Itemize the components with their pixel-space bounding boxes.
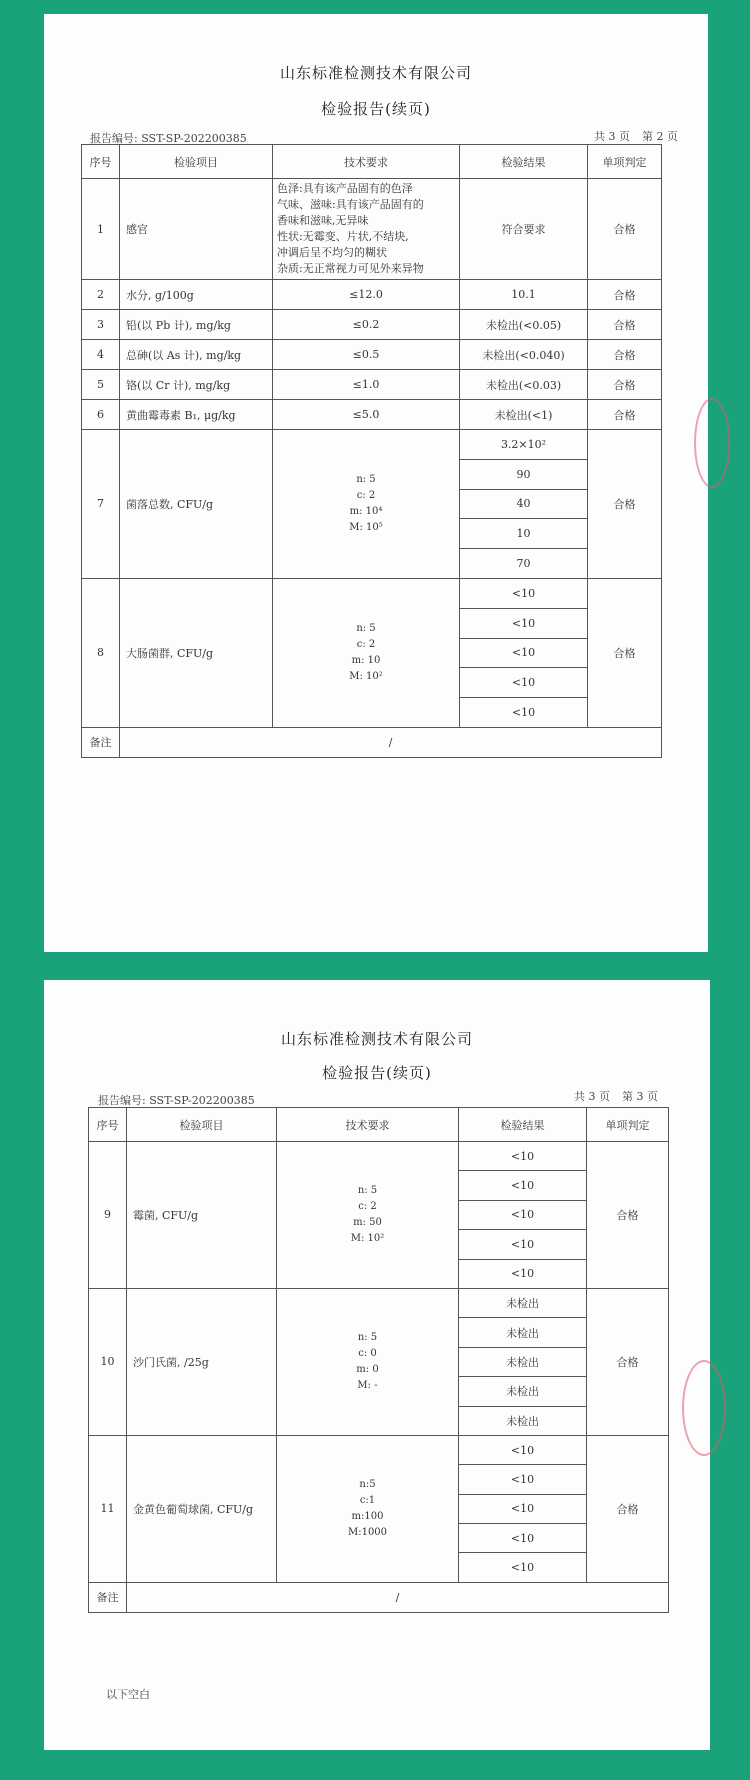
verdict: 合格	[587, 1288, 669, 1435]
row-number: 3	[82, 310, 120, 340]
row-number: 4	[82, 340, 120, 370]
table-header-row	[89, 1108, 669, 1142]
test-result: 未检出(<0.040)	[460, 340, 588, 370]
table-row	[82, 280, 662, 310]
table-row	[89, 1435, 669, 1464]
requirement-line: c: 2	[356, 489, 376, 501]
header-verdict: 单项判定	[588, 145, 662, 179]
test-result: 40	[460, 489, 588, 519]
requirement-line: ≤0.5	[352, 348, 380, 361]
test-result: 未检出(<0.05)	[460, 310, 588, 340]
report-title: 检验报告(续页)	[321, 100, 431, 118]
requirement-line: 性状:无霉变、片状,不结块,	[277, 230, 409, 243]
test-result: 未检出(<1)	[460, 400, 588, 430]
page-indicator	[582, 128, 678, 144]
requirement	[273, 179, 460, 280]
note-value: /	[120, 727, 662, 757]
table-row	[82, 578, 662, 608]
pages-total: 共 3 页	[574, 1090, 610, 1103]
row-number: 7	[82, 430, 120, 579]
test-item: 感官	[120, 179, 273, 280]
requirement	[273, 310, 460, 340]
test-item: 铬(以 Cr 计), mg/kg	[120, 370, 273, 400]
report-number: 报告编号: SST-SP-202200385	[98, 1094, 255, 1107]
test-result: 未检出(<0.03)	[460, 370, 588, 400]
test-item: 黄曲霉毒素 B₁, μg/kg	[120, 400, 273, 430]
requirement-line: 色泽:具有该产品固有的色泽	[277, 182, 413, 195]
table-row	[89, 1142, 669, 1171]
seal-stamp-icon	[694, 398, 730, 488]
test-result: <10	[459, 1465, 587, 1494]
verdict: 合格	[588, 280, 662, 310]
test-result: <10	[459, 1171, 587, 1200]
row-number: 1	[82, 179, 120, 280]
test-result: <10	[459, 1259, 587, 1288]
requirement-line: 气味、滋味:具有该产品固有的	[277, 198, 424, 211]
requirement-line: m: 50	[353, 1216, 382, 1228]
verdict: 合格	[588, 310, 662, 340]
test-item: 大肠菌群, CFU/g	[120, 578, 273, 727]
test-item: 沙门氏菌, /25g	[127, 1288, 277, 1435]
table-row	[82, 400, 662, 430]
verdict: 合格	[588, 578, 662, 727]
requirement-line: M:1000	[347, 1526, 388, 1538]
verdict: 合格	[588, 370, 662, 400]
requirement-line: 香味和滋味,无异味	[277, 214, 369, 227]
page-current: 第 3 页	[622, 1090, 658, 1103]
requirement	[277, 1142, 459, 1289]
requirement-line: n: 5	[357, 1184, 378, 1196]
test-result: <10	[459, 1142, 587, 1171]
row-number: 2	[82, 280, 120, 310]
requirement-line: m: 10⁴	[349, 505, 383, 517]
requirement-line: ≤1.0	[352, 378, 380, 391]
header-verdict: 单项判定	[587, 1108, 669, 1142]
test-result: <10	[459, 1494, 587, 1523]
test-item: 水分, g/100g	[120, 280, 273, 310]
requirement-line: n: 5	[356, 622, 376, 634]
header-item: 检验项目	[127, 1108, 277, 1142]
requirement	[273, 280, 460, 310]
requirement-line: 杂质:无正常视力可见外来异物	[277, 262, 424, 275]
note-row	[89, 1582, 669, 1612]
company-name: 山东标准检测技术有限公司	[279, 64, 472, 82]
verdict: 合格	[588, 340, 662, 370]
header-result: 检验结果	[460, 145, 588, 179]
row-number: 10	[89, 1288, 127, 1435]
report-number: 报告编号: SST-SP-202200385	[90, 132, 247, 145]
requirement-line: ≤0.2	[352, 318, 380, 331]
requirement-line: M: 10²	[350, 1232, 385, 1244]
requirement-line: 冲调后呈不均匀的糊状	[277, 246, 387, 259]
requirement-line: n:5	[359, 1478, 376, 1490]
requirement-line: c: 2	[356, 638, 376, 650]
verdict: 合格	[588, 179, 662, 280]
note-label: 备注	[82, 727, 120, 757]
requirement-line: n: 5	[356, 473, 376, 485]
verdict: 合格	[588, 400, 662, 430]
test-result: 未检出	[459, 1347, 587, 1376]
header-requirement: 技术要求	[277, 1108, 459, 1142]
requirement-line: c: 2	[358, 1200, 377, 1212]
test-result: 未检出	[459, 1406, 587, 1435]
test-result: 未检出	[459, 1318, 587, 1347]
test-result: 3.2×10²	[460, 430, 588, 460]
report-page-3	[44, 980, 710, 1750]
verdict: 合格	[587, 1435, 669, 1582]
requirement	[273, 400, 460, 430]
row-number: 9	[89, 1142, 127, 1289]
test-result: 未检出	[459, 1377, 587, 1406]
table-row	[82, 340, 662, 370]
test-result: 未检出	[459, 1288, 587, 1317]
requirement	[277, 1288, 459, 1435]
seal-stamp-icon	[682, 1360, 726, 1456]
note-value: /	[127, 1582, 669, 1612]
test-item: 菌落总数, CFU/g	[120, 430, 273, 579]
report-table	[81, 144, 662, 758]
table-header-row	[82, 145, 662, 179]
test-item: 金黄色葡萄球菌, CFU/g	[127, 1435, 277, 1582]
test-item: 总砷(以 As 计), mg/kg	[120, 340, 273, 370]
test-result: <10	[459, 1230, 587, 1259]
header-result: 检验结果	[459, 1108, 587, 1142]
test-result: 符合要求	[460, 179, 588, 280]
test-result: <10	[459, 1435, 587, 1464]
header-seq: 序号	[89, 1108, 127, 1142]
requirement-line: M: 10⁵	[349, 521, 383, 533]
requirement-line: M: -	[357, 1379, 378, 1391]
test-result: <10	[459, 1524, 587, 1553]
requirement-line: m: 10	[351, 654, 381, 666]
header-requirement: 技术要求	[273, 145, 460, 179]
report-title: 检验报告(续页)	[322, 1064, 432, 1082]
end-note: 以下空白	[106, 1688, 150, 1701]
requirement-line: n: 5	[357, 1331, 378, 1343]
requirement-line: m: 0	[356, 1363, 379, 1375]
report-page-2	[44, 14, 708, 952]
header-seq: 序号	[82, 145, 120, 179]
test-item: 铅(以 Pb 计), mg/kg	[120, 310, 273, 340]
table-row	[82, 310, 662, 340]
row-number: 11	[89, 1435, 127, 1582]
row-number: 6	[82, 400, 120, 430]
test-result: 90	[460, 459, 588, 489]
table-row	[82, 430, 662, 460]
test-result: <10	[460, 578, 588, 608]
page-indicator	[562, 1088, 658, 1104]
requirement	[273, 370, 460, 400]
test-result: 70	[460, 549, 588, 579]
note-label: 备注	[89, 1582, 127, 1612]
test-result: <10	[460, 638, 588, 668]
pages-total: 共 3 页	[594, 130, 630, 143]
table-row	[89, 1288, 669, 1317]
verdict: 合格	[588, 430, 662, 579]
requirement	[273, 340, 460, 370]
requirement-line: ≤5.0	[352, 408, 380, 421]
report-table	[88, 1107, 669, 1613]
requirement	[273, 578, 460, 727]
company-name: 山东标准检测技术有限公司	[280, 1030, 473, 1048]
test-result: 10.1	[460, 280, 588, 310]
row-number: 8	[82, 578, 120, 727]
note-row	[82, 727, 662, 757]
test-result: <10	[460, 608, 588, 638]
test-result: 10	[460, 519, 588, 549]
requirement	[277, 1435, 459, 1582]
test-result: <10	[460, 698, 588, 728]
table-row	[82, 370, 662, 400]
test-result: <10	[460, 668, 588, 698]
page-current: 第 2 页	[642, 130, 678, 143]
test-result: <10	[459, 1200, 587, 1229]
requirement-line: ≤12.0	[349, 288, 383, 301]
test-result: <10	[459, 1553, 587, 1582]
requirement-line: M: 10²	[349, 670, 383, 682]
requirement	[273, 430, 460, 579]
requirement-line: c: 0	[358, 1347, 377, 1359]
header-item: 检验项目	[120, 145, 273, 179]
requirement-line: m:100	[351, 1510, 384, 1522]
requirement-line: c:1	[359, 1494, 376, 1506]
test-item: 霉菌, CFU/g	[127, 1142, 277, 1289]
row-number: 5	[82, 370, 120, 400]
verdict: 合格	[587, 1142, 669, 1289]
table-row	[82, 179, 662, 280]
